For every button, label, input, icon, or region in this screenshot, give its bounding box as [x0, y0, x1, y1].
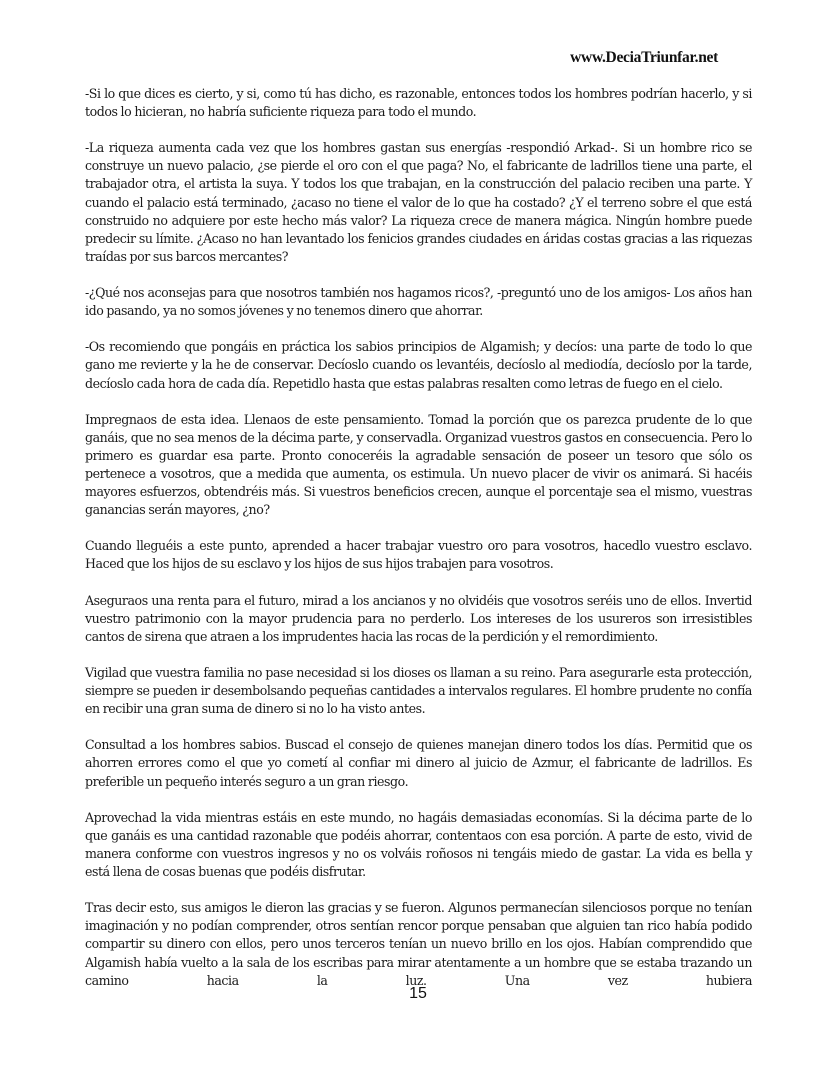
page-number: 15 — [409, 985, 427, 1002]
paragraph: Consultad a los hombres sabios. Buscad el consejo de quienes manejan dinero todos los días. Permitid que os ahorren errores como el que yo cometí al confiar mi dinero al juicio de Azmur, el fabricante de ladrillos. Es preferible un pequeño interés seguro a un gran riesgo. — [85, 737, 752, 789]
document-body — [85, 85, 752, 990]
paragraph: -¿Qué nos aconsejas para que nosotros también nos hagamos ricos?, -preguntó uno de los amigos- Los años han ido pasando, ya no somos jóvenes y no tenemos dinero que ahorrar. — [85, 285, 752, 319]
paragraph: Aprovechad la vida mientras estáis en este mundo, no hagáis demasiadas economías. Si la décima parte de lo que ganáis es una cantidad razonable que podéis ahorrar, contentaos con esa porción. A parte de esto, vivid de manera conforme con vuestros ingresos y no os volváis roñosos ni tengáis miedo de gastar. La vida es bella y está llena de cosas buenas que podéis disfrutar. — [85, 809, 752, 880]
paragraph: -Os recomiendo que pongáis en práctica los sabios principios de Algamish; y decíos: una parte de todo lo que gano me revierte y la he de conservar. Decíoslo cuando os levantéis, decíoslo al mediodía, decíoslo por la tarde, decíoslo cada hora de cada día. Repetidlo hasta que estas palabras resalten como letras de fuego en el cielo. — [85, 339, 752, 391]
paragraph: Tras decir esto, sus amigos le dieron las gracias y se fueron. Algunos permanecían silenciosos porque no tenían imaginación y no podían comprender, otros sentían rencor porque pensaban que alguien tan rico había podido compartir su dinero con ellos, pero unos terceros tenían un nuevo brillo en los ojos. Habían comprendido que Algamish había vuelto a la sala de los escribas para mirar atentamente a un hombre que se estaba trazando un camino hacia la luz. Una vez hubiera — [85, 900, 752, 988]
paragraph: -La riqueza aumenta cada vez que los hombres gastan sus energías -respondió Arkad-. Si un hombre rico se construye un nuevo palacio, ¿se pierde el oro con el que paga? No, el fabricante de ladrillos tiene una parte, el trabajador otra, el artista la suya. Y todos los que trabajan, en la construcción del palacio reciben una parte. Y cuando el palacio está terminado, ¿acaso no tiene el valor de lo que ha costado? ¿Y el terreno sobre el que está construido no adquiere por este hecho más valor? La riqueza crece de manera mágica. Ningún hombre puede predecir su límite. ¿Acaso no han levantado los fenicios grandes ciudades en áridas costas gracias a las riquezas traídas por sus barcos mercantes? — [85, 140, 752, 264]
site-header-url: www.DeciaTriunfar.net — [570, 49, 718, 66]
paragraph: Impregnaos de esta idea. Llenaos de este pensamiento. Tomad la porción que os parezca prudente de lo que ganáis, que no sea menos de la décima parte, y conservadla. Organizad vuestros gastos en consecuencia. Pero lo primero es guardar esa parte. Pronto conoceréis la agradable sensación de poseer un tesoro que sólo os pertenece a vosotros, que a medida que aumenta, os estimula. Un nuevo placer de vivir os animará. Si hacéis mayores esfuerzos, obtendréis más. Si vuestros beneficios crecen, aunque el porcentaje sea el mismo, vuestras ganancias serán mayores, ¿no? — [85, 411, 752, 518]
paragraph: Aseguraos una renta para el futuro, mirad a los ancianos y no olvidéis que vosotros seréis uno de ellos. Invertid vuestro patrimonio con la mayor prudencia para no perderlo. Los intereses de los usureros son irresistibles cantos de sirena que atraen a los imprudentes hacia las rocas de la perdición y el remordimiento. — [85, 592, 752, 644]
paragraph: Cuando lleguéis a este punto, aprended a hacer trabajar vuestro oro para vosotros, hacedlo vuestro esclavo. Haced que los hijos de su esclavo y los hijos de sus hijos trabajen para vosotros. — [85, 538, 752, 572]
paragraph: Vigilad que vuestra familia no pase necesidad si los dioses os llaman a su reino. Para asegurarle esta protección, siempre se pueden ir desembolsando pequeñas cantidades a intervalos regulares. El hombre prudente no confía en recibir una gran suma de dinero si no lo ha visto antes. — [85, 665, 752, 717]
paragraph: -Si lo que dices es cierto, y si, como tú has dicho, es razonable, entonces todos los hombres podrían hacerlo, y si todos lo hicieran, no habría suficiente riqueza para todo el mundo. — [85, 86, 752, 120]
